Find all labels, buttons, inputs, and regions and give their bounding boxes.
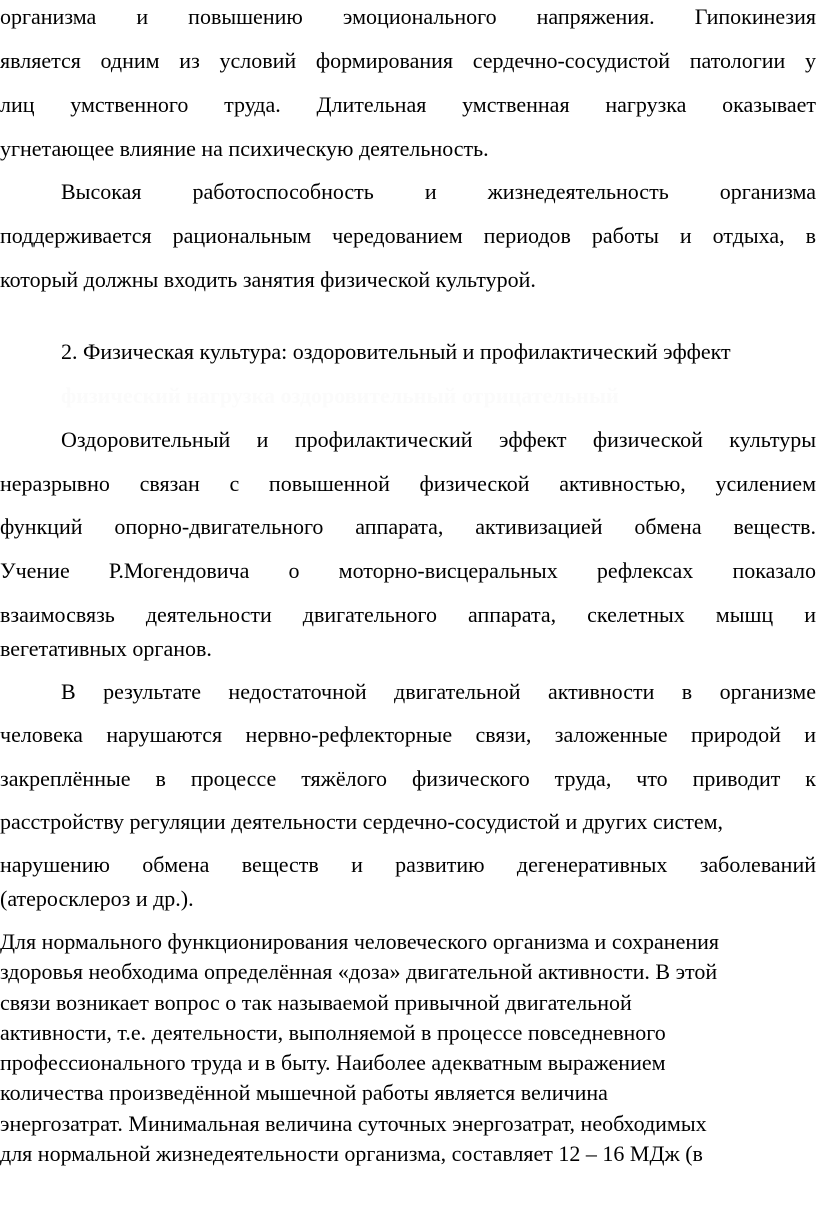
p4-line-2: человека нарушаются нервно-рефлекторные связи, заложенные природой и xyxy=(0,722,816,747)
p5-line-6: количества произведённой мышечной работы является величина xyxy=(0,1080,608,1106)
section-heading: 2. Физическая культура: оздоровительный и профилактический эффект xyxy=(61,339,731,364)
p3-line-1: Оздоровительный и профилактический эффект физической культуры xyxy=(61,427,816,452)
p2-line-3: который должны входить занятия физической культурой. xyxy=(0,267,536,292)
p3-line-3: функций опорно-двигательного аппарата, активизацией обмена веществ. xyxy=(0,514,816,539)
p5-paragraph xyxy=(0,927,800,1169)
p2-line-2: поддерживается рациональным чередованием периодов работы и отдыха, в xyxy=(0,223,816,248)
p5-line-1: Для нормального функционирования человеческого организма и сохранения xyxy=(0,929,720,954)
p2-line-1: Высокая работоспособность и жизнедеятельность организма xyxy=(61,179,816,204)
p3-line-4: Учение Р.Могендовича о моторно-висцеральных рефлексах показало xyxy=(0,558,816,583)
p5-line-4: активности, т.е. деятельности, выполняемой в процессе повседневного xyxy=(0,1019,666,1045)
p4-line-1: В результате недостаточной двигательной активности в организме xyxy=(61,679,816,704)
p1-line-2: является одним из условий формирования сердечно-сосудистой патологии у xyxy=(0,48,816,73)
p3-line-2: неразрывно связан с повышенной физической активностью, усилением xyxy=(0,471,816,496)
p5-line-7: энергозатрат. Минимальная величина суточных энергозатрат, необходимых xyxy=(0,1110,707,1136)
p1-line-3: лиц умственного труда. Длительная умственная нагрузка оказывает xyxy=(0,92,816,117)
p5-line-5: профессионального труда и в быту. Наиболее адекватным выражением xyxy=(0,1050,666,1076)
p1-line-4: угнетающее влияние на психическую деятельность. xyxy=(0,136,489,161)
p1-line-1: организма и повышению эмоционального напряжения. Гипокинезия xyxy=(0,4,816,29)
hidden-keywords: физический нагрузка оздоровительный отрицательный xyxy=(61,383,619,408)
p5-line-3: связи возникает вопрос о так называемой привычной двигательной xyxy=(0,989,632,1015)
p4-line-4: расстройству регуляции деятельности сердечно-сосудистой и других систем, xyxy=(0,809,724,834)
p5-line-8: для нормальной жизнедеятельности организма, составляет 12 – 16 МДж (в xyxy=(0,1141,703,1167)
p4-line-3: закреплённые в процессе тяжёлого физического труда, что приводит к xyxy=(0,766,816,791)
p4-line-5: нарушению обмена веществ и развитию дегенеративных заболеваний xyxy=(0,852,816,877)
p3-line-6: вегетативных органов. xyxy=(0,636,212,661)
p4-line-6: (атеросклероз и др.). xyxy=(0,886,194,911)
p5-line-2: здоровья необходима определённая «доза» двигательной активности. В этой xyxy=(0,959,718,985)
p3-line-5: взаимосвязь деятельности двигательного аппарата, скелетных мышц и xyxy=(0,602,816,627)
